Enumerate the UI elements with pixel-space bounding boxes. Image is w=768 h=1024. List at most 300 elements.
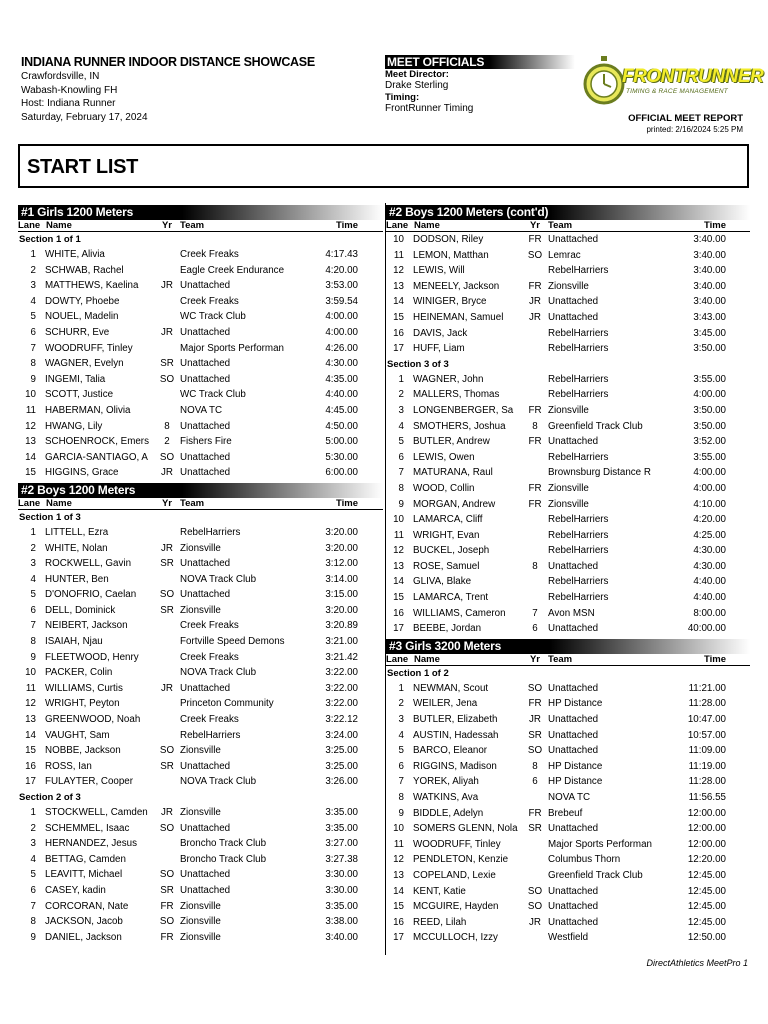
lane-number: 1 — [398, 373, 404, 385]
team-name: NOVA Track Club — [180, 573, 257, 585]
athlete-name: BARCO, Eleanor — [413, 745, 488, 757]
right-column — [385, 203, 750, 955]
athlete-name: NEIBERT, Jackson — [45, 620, 128, 632]
athlete-name: KENT, Katie — [413, 885, 466, 897]
lane-number: 8 — [30, 916, 36, 928]
team-name: Unattached — [180, 326, 231, 338]
lane-number: 12 — [393, 265, 404, 277]
seed-time: 3:55.00 — [693, 373, 726, 385]
lane-number: 6 — [398, 760, 404, 772]
athlete-year: 7 — [532, 607, 538, 619]
logo-wordmark: FRONTRUNNER — [622, 66, 764, 87]
athlete-name: ROSE, Samuel — [413, 560, 480, 572]
section-header: Section 1 of 3 — [19, 511, 81, 523]
athlete-year: 8 — [532, 420, 538, 432]
lane-number: 6 — [30, 326, 36, 338]
entry-list — [386, 232, 750, 357]
athlete-name: WEILER, Jena — [413, 698, 478, 710]
athlete-year: SR — [160, 604, 174, 616]
seed-time: 12:45.00 — [687, 916, 726, 928]
page-title: START LIST — [27, 156, 139, 178]
athlete-name: WRIGHT, Evan — [413, 529, 480, 541]
lane-number: 17 — [25, 776, 36, 788]
athlete-year — [156, 650, 178, 666]
athlete-year: FR — [160, 931, 174, 943]
seed-time: 4:40.00 — [325, 389, 358, 401]
seed-time: 3:52.00 — [693, 436, 726, 448]
table-row — [386, 743, 750, 759]
lane-number: 1 — [398, 682, 404, 694]
athlete-year — [156, 263, 178, 279]
lane-number: 15 — [25, 745, 36, 757]
team-name: Unattached — [548, 729, 599, 741]
officials-title: MEET OFFICIALS — [385, 55, 575, 69]
athlete-year: FR — [528, 482, 542, 494]
table-row — [386, 326, 750, 342]
seed-time: 12:00.00 — [687, 807, 726, 819]
athlete-name: WILLIAMS, Cameron — [413, 607, 506, 619]
lane-number: 9 — [30, 931, 36, 943]
athlete-year — [524, 512, 546, 528]
table-row — [386, 294, 750, 310]
lane-number: 7 — [30, 900, 36, 912]
seed-time: 10:47.00 — [687, 714, 726, 726]
lane-number: 5 — [30, 589, 36, 601]
athlete-year — [524, 326, 546, 342]
team-name: Avon MSN — [548, 607, 595, 619]
athlete-year: SO — [527, 745, 543, 757]
left-column — [18, 203, 383, 945]
lane-number: 13 — [25, 714, 36, 726]
athlete-year: JR — [529, 296, 541, 308]
athlete-name: SOMERS GLENN, Nola — [413, 823, 518, 835]
team-name: Broncho Track Club — [180, 853, 267, 865]
athlete-name: LONGENBERGER, Sa — [413, 404, 514, 416]
table-row — [386, 512, 750, 528]
timing-name: FrontRunner Timing — [385, 102, 474, 114]
athlete-year: SO — [159, 869, 175, 881]
team-name: Eagle Creek Endurance — [180, 264, 285, 276]
athlete-name: WAGNER, Evelyn — [45, 358, 124, 370]
seed-time: 3:20.00 — [325, 604, 358, 616]
seed-time: 3:24.00 — [325, 729, 358, 741]
table-row — [18, 434, 383, 450]
athlete-year — [156, 712, 178, 728]
team-name: Columbus Thorn — [548, 854, 621, 866]
team-name: Unattached — [548, 901, 599, 913]
athlete-name: GARCIA-SANTIAGO, A — [45, 451, 148, 463]
team-name: Broncho Track Club — [180, 838, 267, 850]
athlete-year: SO — [527, 249, 543, 261]
team-name: Lemrac — [548, 249, 581, 261]
athlete-name: LEWIS, Will — [413, 265, 465, 277]
team-name: WC Track Club — [180, 311, 246, 323]
seed-time: 4:50.00 — [325, 420, 358, 432]
table-row — [386, 263, 750, 279]
table-row — [18, 541, 383, 557]
seed-time: 4:10.00 — [693, 498, 726, 510]
lane-number: 15 — [393, 901, 404, 913]
lane-number: 6 — [30, 884, 36, 896]
athlete-name: CORCORAN, Nate — [45, 900, 129, 912]
table-row — [18, 356, 383, 372]
lane-number: 4 — [30, 295, 36, 307]
team-name: Unattached — [180, 760, 231, 772]
athlete-name: MCCULLOCH, Izzy — [413, 932, 498, 944]
seed-time: 3:25.00 — [325, 745, 358, 757]
seed-time: 4:26.00 — [325, 342, 358, 354]
seed-time: 3:50.00 — [693, 420, 726, 432]
athlete-year — [156, 294, 178, 310]
team-name: HP Distance — [548, 760, 603, 772]
lane-number: 9 — [398, 807, 404, 819]
team-name: Zionsville — [548, 482, 589, 494]
table-row — [18, 759, 383, 775]
table-row — [386, 590, 750, 606]
table-row — [386, 372, 750, 388]
seed-time: 11:28.00 — [688, 698, 726, 710]
team-name: Princeton Community — [180, 698, 274, 710]
athlete-name: LITTELL, Ezra — [45, 526, 109, 538]
table-row — [386, 806, 750, 822]
seed-time: 3:50.00 — [693, 343, 726, 355]
team-name: Zionsville — [180, 807, 221, 818]
athlete-year — [156, 728, 178, 744]
team-name: Fortville Speed Demons — [180, 636, 285, 648]
team-name: Zionsville — [180, 900, 221, 912]
table-row — [18, 852, 383, 868]
athlete-year: 6 — [532, 623, 538, 635]
seed-time: 4:45.00 — [325, 404, 358, 416]
seed-time: 3:22.00 — [325, 682, 358, 694]
athlete-name: MCGUIRE, Hayden — [413, 901, 499, 913]
athlete-name: NOUEL, Madelin — [45, 311, 119, 323]
section-header: Section 2 of 3 — [19, 792, 81, 803]
table-row — [386, 930, 750, 946]
seed-time: 4:17.43 — [325, 249, 358, 260]
seed-time: 4:20.00 — [693, 514, 726, 526]
section-header: Section 1 of 1 — [19, 234, 81, 245]
athlete-name: WOODRUFF, Tinley — [45, 342, 133, 354]
lane-number: 7 — [398, 467, 404, 479]
table-row — [18, 525, 383, 541]
lane-number: 6 — [30, 604, 36, 616]
table-row — [386, 852, 750, 868]
lane-number: 3 — [30, 838, 36, 850]
athlete-name: HERNANDEZ, Jesus — [45, 838, 137, 850]
team-name: Unattached — [180, 869, 231, 881]
athlete-year: SO — [159, 916, 175, 928]
seed-time: 3:15.00 — [325, 589, 358, 601]
table-row — [386, 712, 750, 728]
table-row — [18, 836, 383, 852]
athlete-year: 6 — [532, 776, 538, 788]
athlete-year — [156, 309, 178, 325]
team-name: Zionsville — [548, 498, 589, 510]
athlete-year: JR — [161, 542, 173, 554]
lane-number: 7 — [30, 620, 36, 632]
team-name: Major Sports Performan — [180, 342, 284, 354]
seed-time: 4:40.00 — [693, 592, 726, 604]
seed-time: 3:40.00 — [693, 296, 726, 308]
seed-time: 4:00.00 — [325, 326, 358, 338]
athlete-year — [156, 403, 178, 419]
athlete-year — [156, 665, 178, 681]
lane-number: 2 — [30, 264, 36, 276]
seed-time: 3:40.00 — [693, 234, 726, 245]
table-row — [18, 805, 383, 821]
meet-city: Crawfordsville, IN — [21, 71, 100, 82]
team-name: Creek Freaks — [180, 620, 239, 632]
table-row — [386, 868, 750, 884]
athlete-name: BETTAG, Camden — [45, 853, 126, 865]
table-row — [386, 774, 750, 790]
lane-number: 2 — [398, 698, 404, 710]
athlete-year: SR — [528, 823, 542, 835]
athlete-year — [524, 543, 546, 559]
athlete-name: DOWTY, Phoebe — [45, 295, 120, 307]
table-row — [386, 341, 750, 357]
table-row — [18, 325, 383, 341]
team-name: Creek Freaks — [180, 714, 239, 726]
table-row — [386, 621, 750, 637]
athlete-name: SCHEMMEL, Isaac — [45, 822, 130, 834]
table-row — [18, 556, 383, 572]
table-row — [18, 278, 383, 294]
athlete-name: SCOTT, Justice — [45, 389, 114, 401]
lane-number: 1 — [30, 807, 36, 818]
team-name: NOVA Track Club — [180, 667, 257, 679]
athlete-year: FR — [528, 234, 542, 245]
athlete-year: SO — [159, 451, 175, 463]
lane-number: 13 — [393, 869, 404, 881]
table-row — [18, 450, 383, 466]
seed-time: 4:20.00 — [325, 264, 358, 276]
athlete-year: SR — [160, 884, 174, 896]
seed-time: 4:00.00 — [325, 311, 358, 323]
seed-time: 3:53.00 — [325, 280, 358, 292]
seed-time: 3:12.00 — [325, 558, 358, 570]
lane-number: 4 — [30, 573, 36, 585]
seed-time: 3:30.00 — [325, 884, 358, 896]
athlete-name: WINIGER, Bryce — [413, 296, 487, 308]
lane-number: 14 — [393, 576, 404, 588]
table-row — [386, 481, 750, 497]
team-name: Greenfield Track Club — [548, 420, 643, 432]
lane-number: 8 — [398, 792, 404, 803]
lane-number: 17 — [393, 932, 404, 944]
table-row — [18, 263, 383, 279]
table-row — [386, 915, 750, 931]
athlete-name: INGEMI, Talia — [45, 373, 106, 385]
athlete-year — [524, 450, 546, 466]
table-row — [18, 821, 383, 837]
lane-number: 9 — [30, 373, 36, 385]
athlete-year: SO — [159, 373, 175, 385]
team-name: Unattached — [548, 823, 599, 835]
team-name: RebelHarriers — [548, 343, 609, 355]
table-row — [18, 403, 383, 419]
seed-time: 5:30.00 — [325, 451, 358, 463]
lane-number: 3 — [30, 280, 36, 292]
lane-number: 2 — [398, 389, 404, 401]
seed-time: 3:40.00 — [325, 931, 358, 943]
lane-number: 10 — [393, 823, 404, 835]
seed-time: 3:40.00 — [693, 265, 726, 277]
lane-number: 14 — [25, 451, 36, 463]
lane-number: 5 — [30, 311, 36, 323]
seed-time: 4:30.00 — [693, 545, 726, 557]
athlete-name: GREENWOOD, Noah — [45, 714, 141, 726]
seed-time: 3:20.00 — [325, 526, 358, 538]
table-row — [18, 743, 383, 759]
table-row — [18, 341, 383, 357]
athlete-name: LEMON, Matthan — [413, 249, 489, 261]
athlete-name: WAGNER, John — [413, 373, 484, 385]
seed-time: 4:30.00 — [693, 560, 726, 572]
seed-time: 3:20.89 — [325, 620, 358, 632]
athlete-year — [524, 465, 546, 481]
team-name: RebelHarriers — [548, 529, 609, 541]
athlete-year: JR — [161, 280, 173, 292]
column-headers: Lane Name Yr Team Time — [386, 220, 750, 232]
team-name: Unattached — [548, 745, 599, 757]
seed-time: 3:27.38 — [325, 853, 358, 865]
athlete-name: WHITE, Alivia — [45, 249, 105, 260]
lane-number: 8 — [30, 358, 36, 370]
seed-time: 3:35.00 — [325, 900, 358, 912]
athlete-name: NEWMAN, Scout — [413, 682, 489, 694]
table-row — [18, 867, 383, 883]
table-row — [386, 434, 750, 450]
athlete-year: FR — [528, 404, 542, 416]
table-row — [18, 712, 383, 728]
athlete-year — [524, 930, 546, 946]
athlete-year: SR — [528, 729, 542, 741]
athlete-year: SO — [527, 682, 543, 694]
seed-time: 3:35.00 — [325, 807, 358, 818]
athlete-year — [524, 837, 546, 853]
athlete-year — [524, 263, 546, 279]
team-name: Westfield — [548, 932, 589, 944]
athlete-year — [156, 247, 178, 263]
director-name: Drake Sterling — [385, 80, 449, 91]
lane-number: 1 — [30, 526, 36, 538]
athlete-name: PACKER, Colin — [45, 667, 113, 679]
team-name: WC Track Club — [180, 389, 246, 401]
seed-time: 12:20.00 — [687, 854, 726, 866]
athlete-name: SMOTHERS, Joshua — [413, 420, 506, 432]
athlete-name: COPELAND, Lexie — [413, 869, 496, 881]
lane-number: 14 — [25, 729, 36, 741]
seed-time: 12:00.00 — [687, 838, 726, 850]
athlete-name: D'ONOFRIO, Caelan — [45, 589, 137, 601]
team-name: Zionsville — [180, 745, 221, 757]
lane-number: 1 — [30, 249, 36, 260]
athlete-name: WRIGHT, Peyton — [45, 698, 120, 710]
meet-host: Host: Indiana Runner — [21, 98, 116, 109]
athlete-name: DODSON, Riley — [413, 234, 484, 245]
seed-time: 3:25.00 — [325, 760, 358, 772]
athlete-name: STOCKWELL, Camden — [45, 807, 148, 818]
athlete-year: FR — [528, 807, 542, 819]
team-name: Unattached — [548, 560, 599, 572]
team-name: Greenfield Track Club — [548, 869, 643, 881]
table-row — [386, 681, 750, 697]
table-row — [386, 837, 750, 853]
lane-number: 8 — [398, 482, 404, 494]
team-name: Unattached — [548, 916, 599, 928]
athlete-year: SO — [527, 885, 543, 897]
timing-label: Timing: — [385, 91, 420, 103]
seed-time: 4:25.00 — [693, 529, 726, 541]
athlete-year: SO — [159, 822, 175, 834]
team-name: NOVA TC — [548, 792, 591, 803]
athlete-name: WHITE, Nolan — [45, 542, 108, 554]
team-name: NOVA TC — [180, 404, 223, 416]
seed-time: 12:45.00 — [687, 885, 726, 897]
athlete-year: SO — [159, 745, 175, 757]
athlete-name: MORGAN, Andrew — [413, 498, 496, 510]
seed-time: 11:09.00 — [688, 745, 726, 757]
athlete-name: FULAYTER, Cooper — [45, 776, 134, 788]
athlete-year: JR — [529, 714, 541, 726]
athlete-year — [156, 836, 178, 852]
meet-title: INDIANA RUNNER INDOOR DISTANCE SHOWCASE — [21, 55, 315, 69]
athlete-year: FR — [160, 900, 174, 912]
athlete-name: WILLIAMS, Curtis — [45, 682, 123, 694]
athlete-name: ISAIAH, Njau — [45, 636, 103, 648]
athlete-year — [156, 387, 178, 403]
seed-time: 3:59.54 — [325, 295, 358, 307]
team-name: RebelHarriers — [180, 526, 241, 538]
lane-number: 11 — [393, 838, 404, 850]
athlete-name: SCHWAB, Rachel — [45, 264, 124, 276]
team-name: Unattached — [180, 884, 231, 896]
athlete-name: LAMARCA, Cliff — [413, 514, 483, 526]
team-name: Unattached — [180, 373, 231, 385]
team-name: Zionsville — [180, 916, 221, 928]
lane-number: 10 — [393, 234, 404, 245]
seed-time: 3:40.00 — [693, 280, 726, 292]
athlete-year: JR — [529, 916, 541, 928]
athlete-name: HWANG, Lily — [45, 420, 103, 432]
team-name: Unattached — [180, 589, 231, 601]
athlete-name: BUTLER, Elizabeth — [413, 714, 498, 726]
lane-number: 9 — [398, 498, 404, 510]
athlete-name: HUNTER, Ben — [45, 573, 109, 585]
table-row — [386, 759, 750, 775]
athlete-year — [156, 852, 178, 868]
lane-number: 4 — [30, 853, 36, 865]
meet-officials — [385, 55, 575, 114]
athlete-year: JR — [529, 311, 541, 323]
seed-time: 3:45.00 — [693, 327, 726, 339]
athlete-name: DANIEL, Jackson — [45, 931, 122, 943]
seed-time: 8:00.00 — [693, 607, 726, 619]
table-row — [386, 728, 750, 744]
seed-time: 11:56.55 — [688, 792, 726, 803]
team-name: Unattached — [548, 885, 599, 897]
athlete-year — [156, 634, 178, 650]
team-name: RebelHarriers — [548, 389, 609, 401]
team-name: Creek Freaks — [180, 249, 239, 260]
team-name: RebelHarriers — [548, 451, 609, 463]
seed-time: 3:55.00 — [693, 451, 726, 463]
team-name: Fishers Fire — [180, 436, 232, 448]
athlete-year: JR — [161, 682, 173, 694]
entry-list — [386, 372, 750, 637]
